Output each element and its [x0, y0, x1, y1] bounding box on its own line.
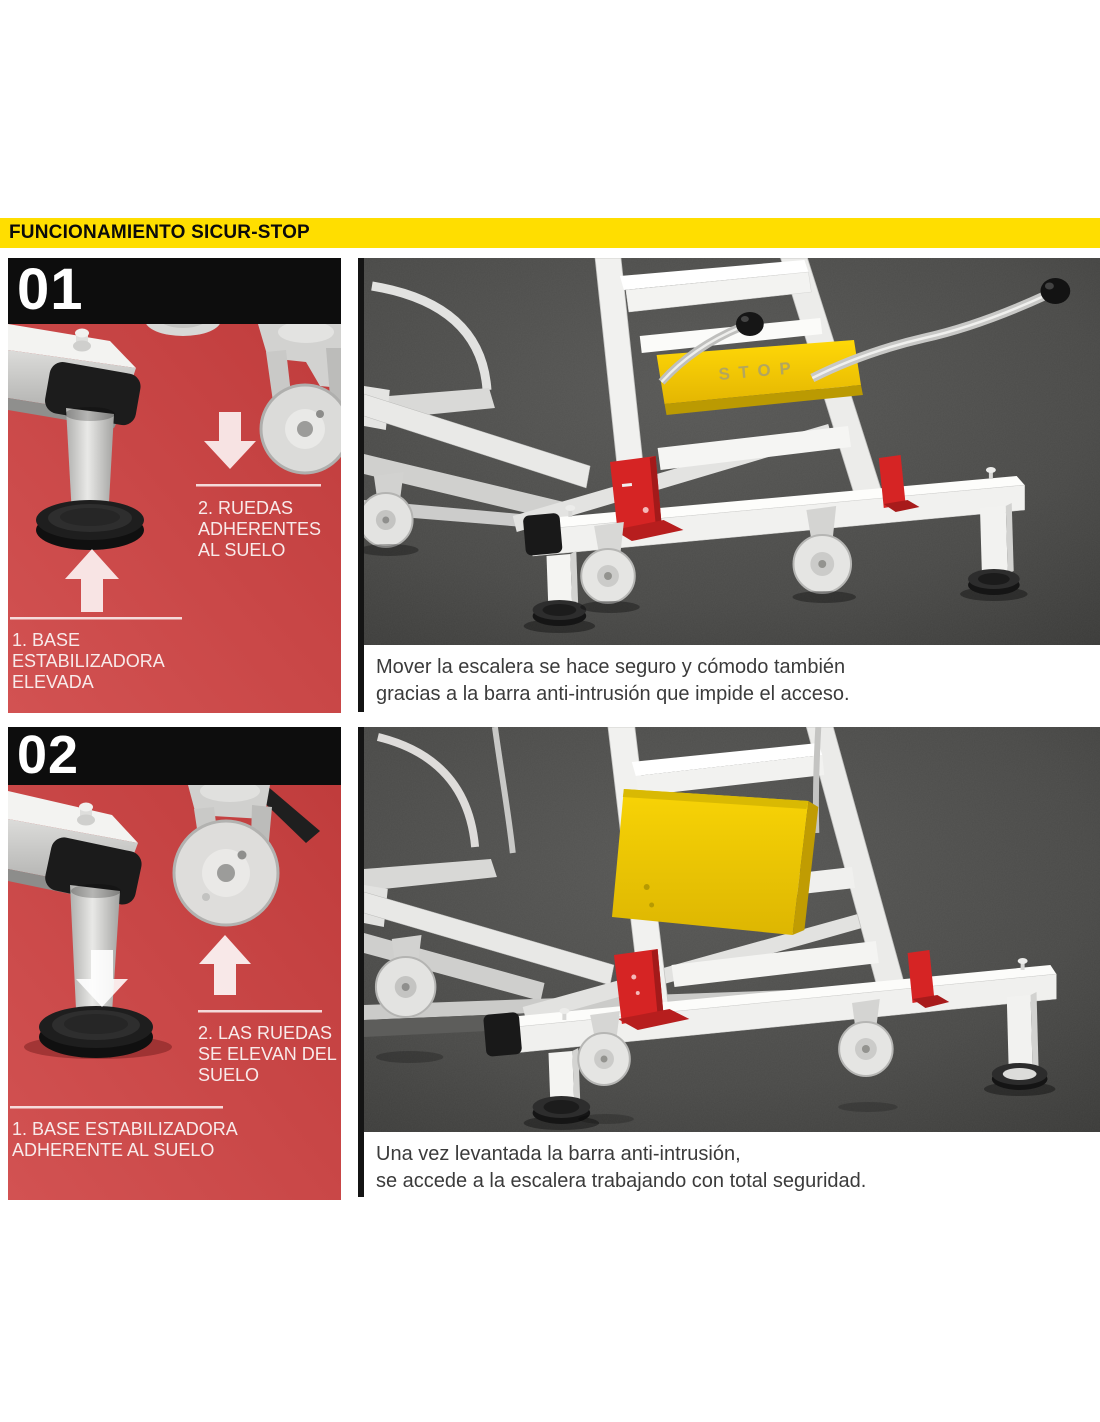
wheel-label-line: SE ELEVAN DEL [198, 1044, 337, 1064]
caption-line: se accede a la escalera trabajando con total seguridad. [376, 1170, 867, 1192]
step-01-number: 01 [17, 258, 84, 322]
step-02-number: 02 [17, 727, 80, 785]
caption-step-02 [364, 1132, 1100, 1197]
step-01-detail-panel [8, 324, 341, 713]
barrier-plate-lifted [612, 789, 818, 935]
label-divider [10, 1106, 223, 1109]
base-label-line: 1. BASE [12, 630, 81, 650]
label-divider [196, 484, 321, 487]
stabilizer-foot-grounded [39, 1006, 153, 1058]
caption-line: Mover la escalera se hace seguro y cómodo también [376, 656, 846, 678]
wheel-label-line: ADHERENTES [198, 519, 322, 539]
stop-plate-label: STOP [717, 357, 801, 385]
caption-step-01 [364, 645, 1100, 712]
header-bar [0, 218, 1100, 248]
handle-knob-icon [736, 312, 764, 336]
page-title: FUNCIONAMIENTO SICUR-STOP [9, 222, 310, 243]
base-label-line: ELEVADA [12, 672, 94, 692]
label-divider [10, 617, 182, 620]
stabilizer-foot-elevated [36, 500, 144, 550]
label-divider [198, 1010, 322, 1013]
handle-knob-icon [1040, 278, 1070, 304]
step-01-illustration [8, 324, 341, 713]
caption-line: Una vez levantada la barra anti-intrusión, [376, 1143, 741, 1165]
wheel-label-line: 2. RUEDAS [198, 498, 294, 518]
scene-2 [364, 727, 1100, 1132]
caption-line: gracias a la barra anti-intrusión que impide el acceso. [376, 683, 850, 705]
base-label-line: ESTABILIZADORA [12, 651, 165, 671]
frame-end-cap [523, 513, 563, 556]
wheel-label-line: 2. LAS RUEDAS [198, 1023, 333, 1043]
frame-end-cap [483, 1012, 522, 1057]
base-label-line: ADHERENTE AL SUELO [12, 1140, 215, 1160]
base-label-line: 1. BASE ESTABILIZADORA [12, 1119, 238, 1139]
render-barrier-down [364, 258, 1100, 645]
step-02-illustration [8, 785, 341, 1200]
render-barrier-up [364, 727, 1100, 1132]
step-01-number-bar [8, 258, 341, 324]
step-02-detail-panel [8, 785, 341, 1200]
wheel-label-line: AL SUELO [198, 540, 286, 560]
step-02-number-bar [8, 727, 341, 785]
wheel-label-line: SUELO [198, 1065, 260, 1085]
scene-1 [364, 258, 1100, 645]
